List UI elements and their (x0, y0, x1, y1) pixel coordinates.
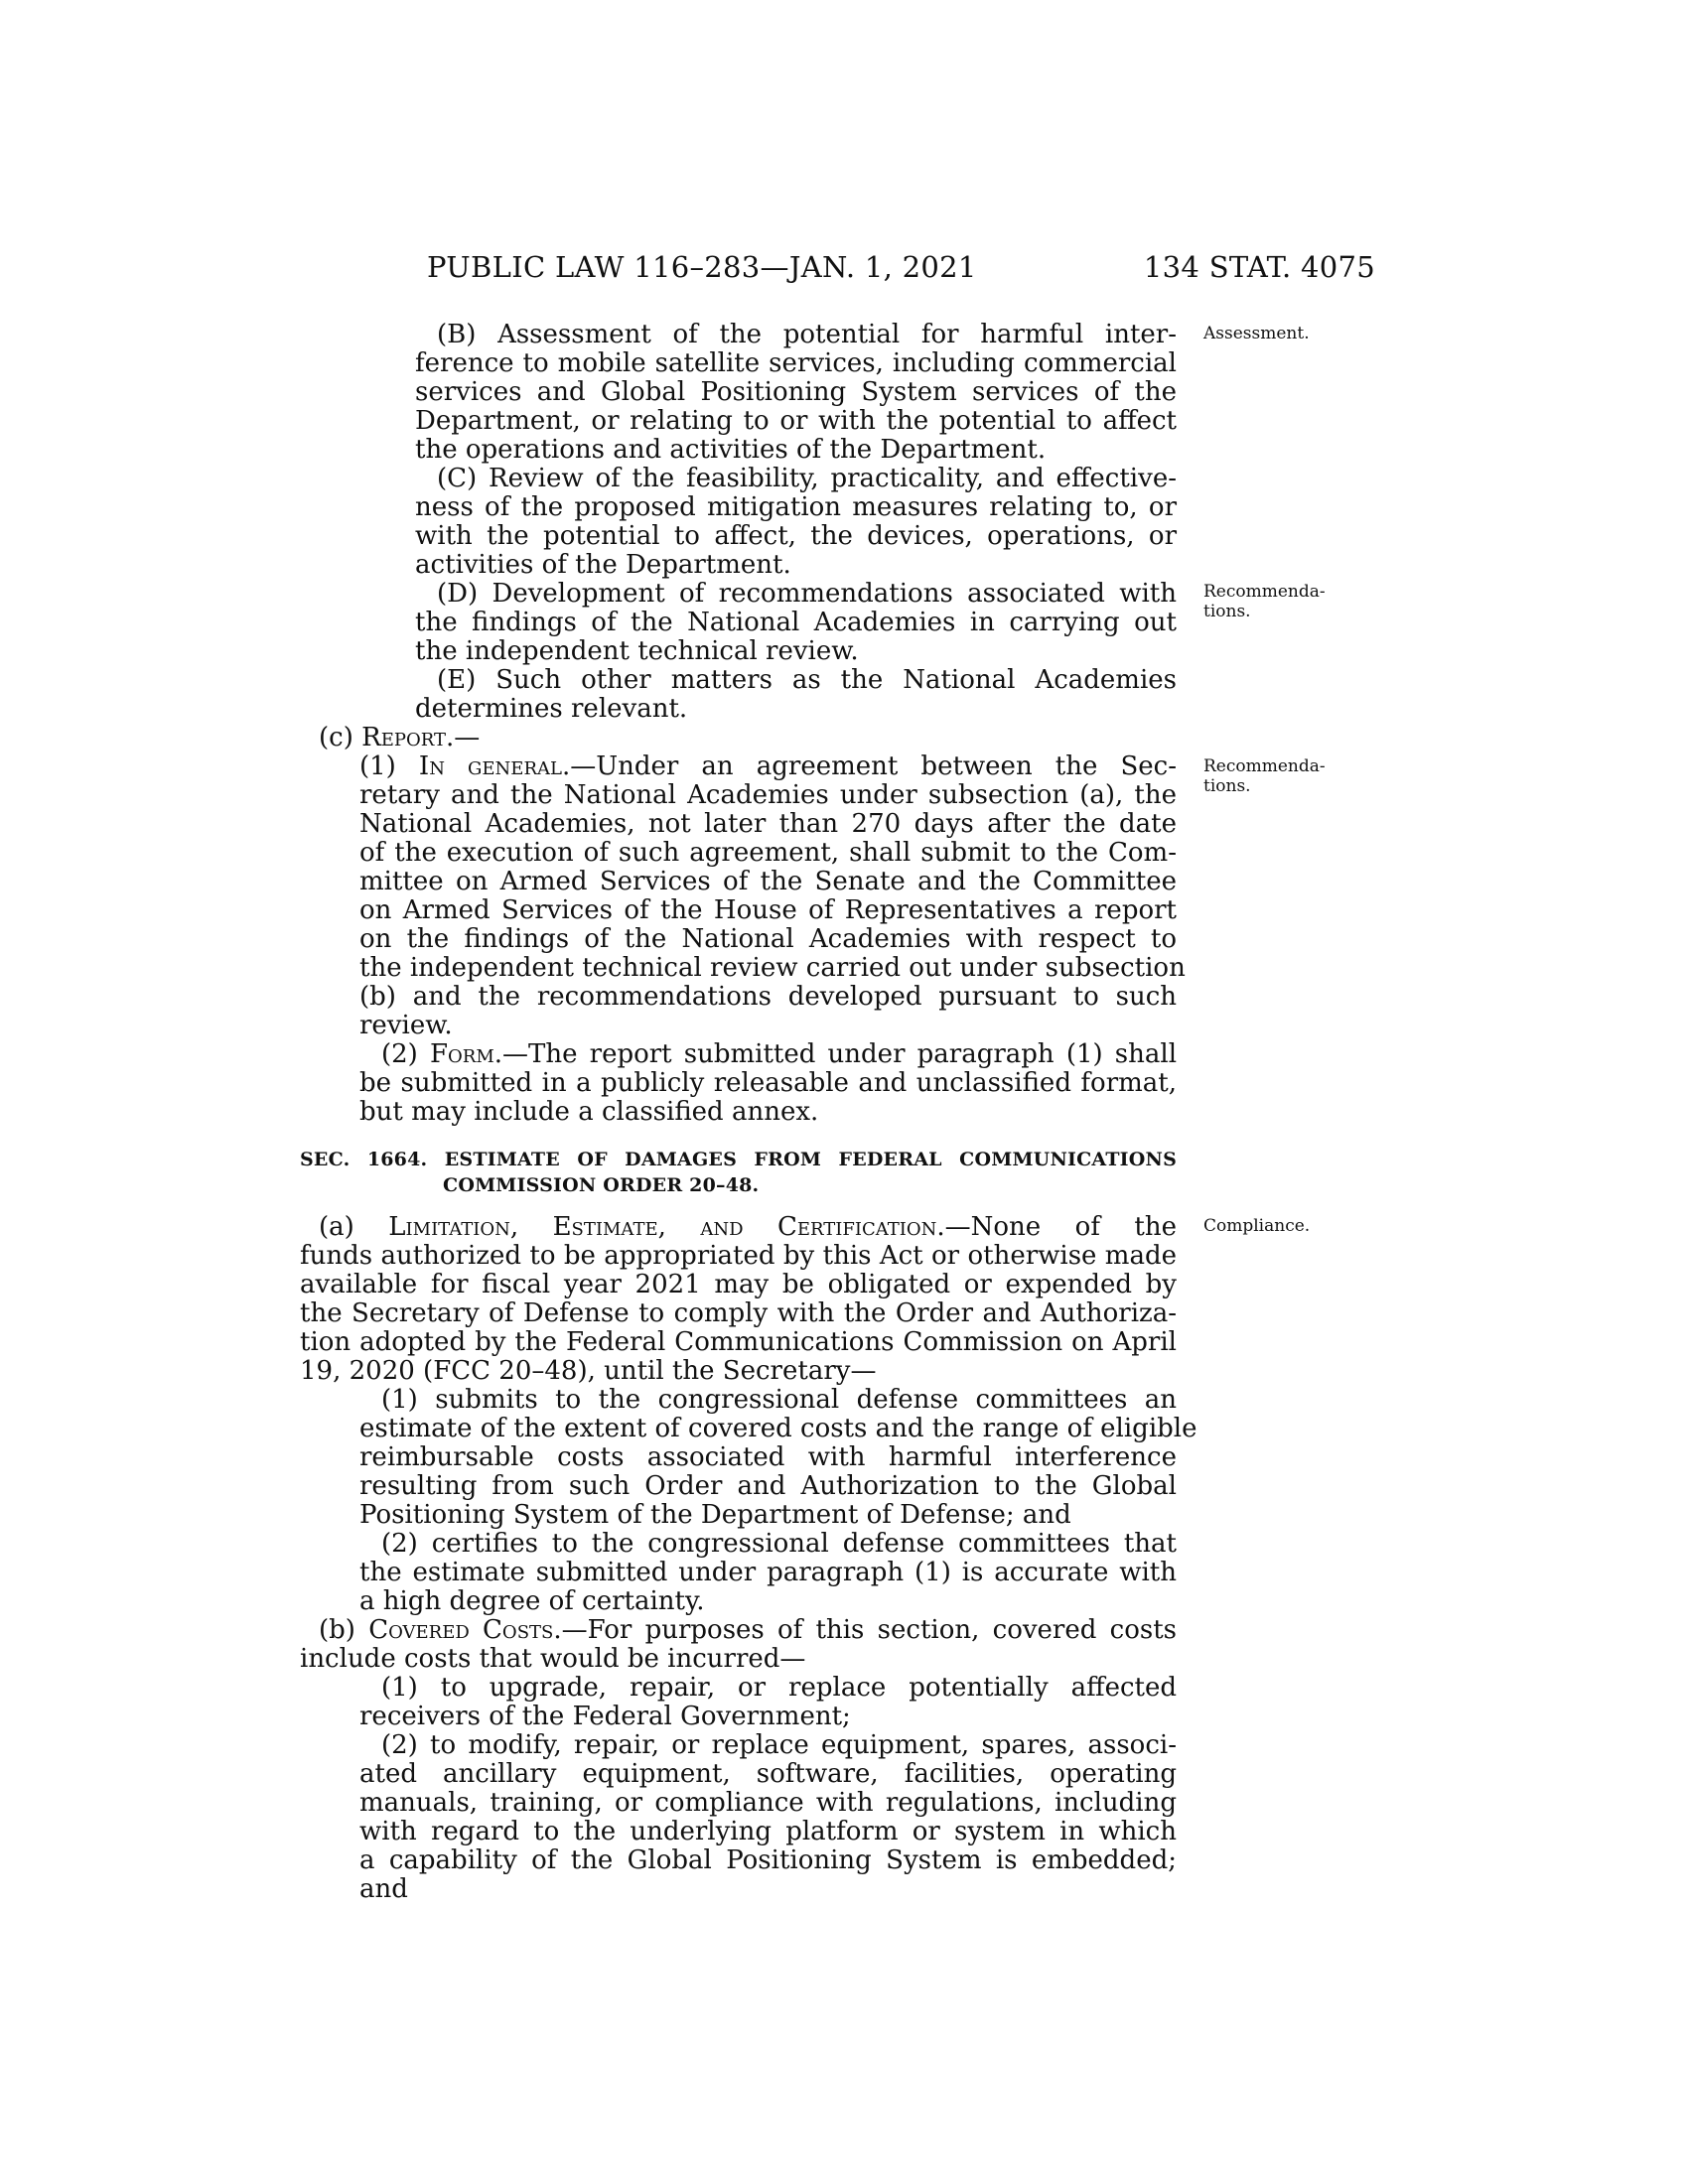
report-1-line: mittee on Armed Services of the Senate and the Committee (359, 867, 1177, 896)
sub-a-1-line: (1) submits to the congressional defense committees an (381, 1385, 1177, 1415)
sub-a-2-line: the estimate submitted under paragraph (1) is accurate with (359, 1558, 1177, 1587)
para-d-line: (D) Development of recommendations associated with (437, 579, 1177, 609)
report-2-line: but may include a classified annex. (359, 1097, 819, 1127)
report-1-line: on the findings of the National Academies with respect to (359, 924, 1177, 954)
para-c-line: with the potential to affect, the devices, operations, or (415, 521, 1177, 551)
report-1-lead: (1) In general.—Under an agreement between the Sec- (359, 751, 1177, 781)
sub-a-line: 19, 2020 (FCC 20–48), until the Secretary— (300, 1356, 877, 1386)
sub-a-2-line: (2) certifies to the congressional defense committees that (381, 1529, 1177, 1559)
sub-b-2-line: and (359, 1874, 408, 1904)
sub-a-line: tion adopted by the Federal Communications Commission on April (300, 1327, 1177, 1357)
report-1-line: National Academies, not later than 270 days after the date (359, 809, 1177, 839)
para-c-line: (C) Review of the feasibility, practicality, and effective- (437, 464, 1177, 493)
sub-a-1-line: reimbursable costs associated with harmful interference (359, 1442, 1177, 1472)
para-d-line: the independent technical review. (415, 636, 859, 666)
section-heading: SEC. 1664. ESTIMATE OF DAMAGES FROM FEDERAL COMMUNICATIONS (300, 1149, 1177, 1170)
section-heading-cont: COMMISSION ORDER 20–48. (443, 1174, 760, 1196)
para-b-line: (B) Assessment of the potential for harmful inter- (437, 320, 1177, 349)
sub-a-2-line: a high degree of certainty. (359, 1586, 705, 1616)
sub-b-2-line: a capability of the Global Positioning System is embedded; (359, 1845, 1177, 1875)
header-stat-page: 134 STAT. 4075 (1143, 250, 1375, 284)
sub-a-1-line: estimate of the extent of covered costs and the range of eligible (359, 1414, 1197, 1443)
page-header (298, 250, 1375, 290)
para-c-line: activities of the Department. (415, 550, 791, 580)
margin-note-recommendations-2: Recommenda- tions. (1203, 756, 1326, 796)
sub-a-1-line: resulting from such Order and Authorization to the Global (359, 1471, 1177, 1501)
para-c-line: ness of the proposed mitigation measures relating to, or (415, 492, 1177, 522)
para-b-line: services and Global Positioning System services of the (415, 377, 1177, 407)
sub-b-2-line: ated ancillary equipment, software, facilities, operating (359, 1759, 1177, 1789)
para-b-line: ference to mobile satellite services, including commercial (415, 348, 1177, 378)
margin-note-recommendations-1: Recommenda- tions. (1203, 582, 1326, 621)
sub-a-1-line: Positioning System of the Department of Defense; and (359, 1500, 1071, 1530)
para-b-line: Department, or relating to or with the potential to affect (415, 406, 1177, 436)
sub-a-lead: (a) Limitation, Estimate, and Certification.—None of the (319, 1212, 1177, 1242)
report-1-line: review. (359, 1011, 453, 1040)
para-e-line: determines relevant. (415, 694, 688, 724)
margin-note-compliance: Compliance. (1203, 1216, 1311, 1236)
report-2-line: be submitted in a publicly releasable and unclassified format, (359, 1068, 1177, 1098)
sub-a-line: the Secretary of Defense to comply with the Order and Authoriza- (300, 1298, 1177, 1328)
report-1-line: the independent technical review carried out under subsection (359, 953, 1186, 983)
sub-b-1-line: (1) to upgrade, repair, or replace potentially affected (381, 1673, 1177, 1703)
sub-b-lead: (b) Covered Costs.—For purposes of this section, covered costs (319, 1615, 1177, 1645)
sub-a-line: funds authorized to be appropriated by this Act or otherwise made (300, 1241, 1177, 1271)
report-1-line: on Armed Services of the House of Representatives a report (359, 895, 1177, 925)
sub-b-2-line: with regard to the underlying platform or system in which (359, 1817, 1177, 1846)
report-2-lead: (2) Form.—The report submitted under paragraph (1) shall (381, 1039, 1178, 1069)
margin-note-assessment: Assessment. (1203, 324, 1310, 343)
sub-b-line: include costs that would be incurred— (300, 1644, 806, 1674)
report-1-line: retary and the National Academies under subsection (a), the (359, 780, 1177, 810)
sub-b-1-line: receivers of the Federal Government; (359, 1702, 851, 1731)
para-e-line: (E) Such other matters as the National Academies (437, 665, 1177, 695)
report-1-line: (b) and the recommendations developed pursuant to such (359, 982, 1177, 1012)
header-law-citation: PUBLIC LAW 116–283—JAN. 1, 2021 (427, 250, 977, 284)
sub-b-2-line: manuals, training, or compliance with regulations, including (359, 1788, 1177, 1818)
para-b-line: the operations and activities of the Department. (415, 435, 1047, 465)
report-1-line: of the execution of such agreement, shall submit to the Com- (359, 838, 1177, 868)
sub-a-line: available for fiscal year 2021 may be obligated or expended by (300, 1270, 1177, 1299)
sub-b-2-line: (2) to modify, repair, or replace equipment, spares, associ- (381, 1730, 1177, 1760)
para-d-line: the findings of the National Academies in carrying out (415, 608, 1177, 637)
report-heading: (c) Report.— (319, 723, 481, 752)
